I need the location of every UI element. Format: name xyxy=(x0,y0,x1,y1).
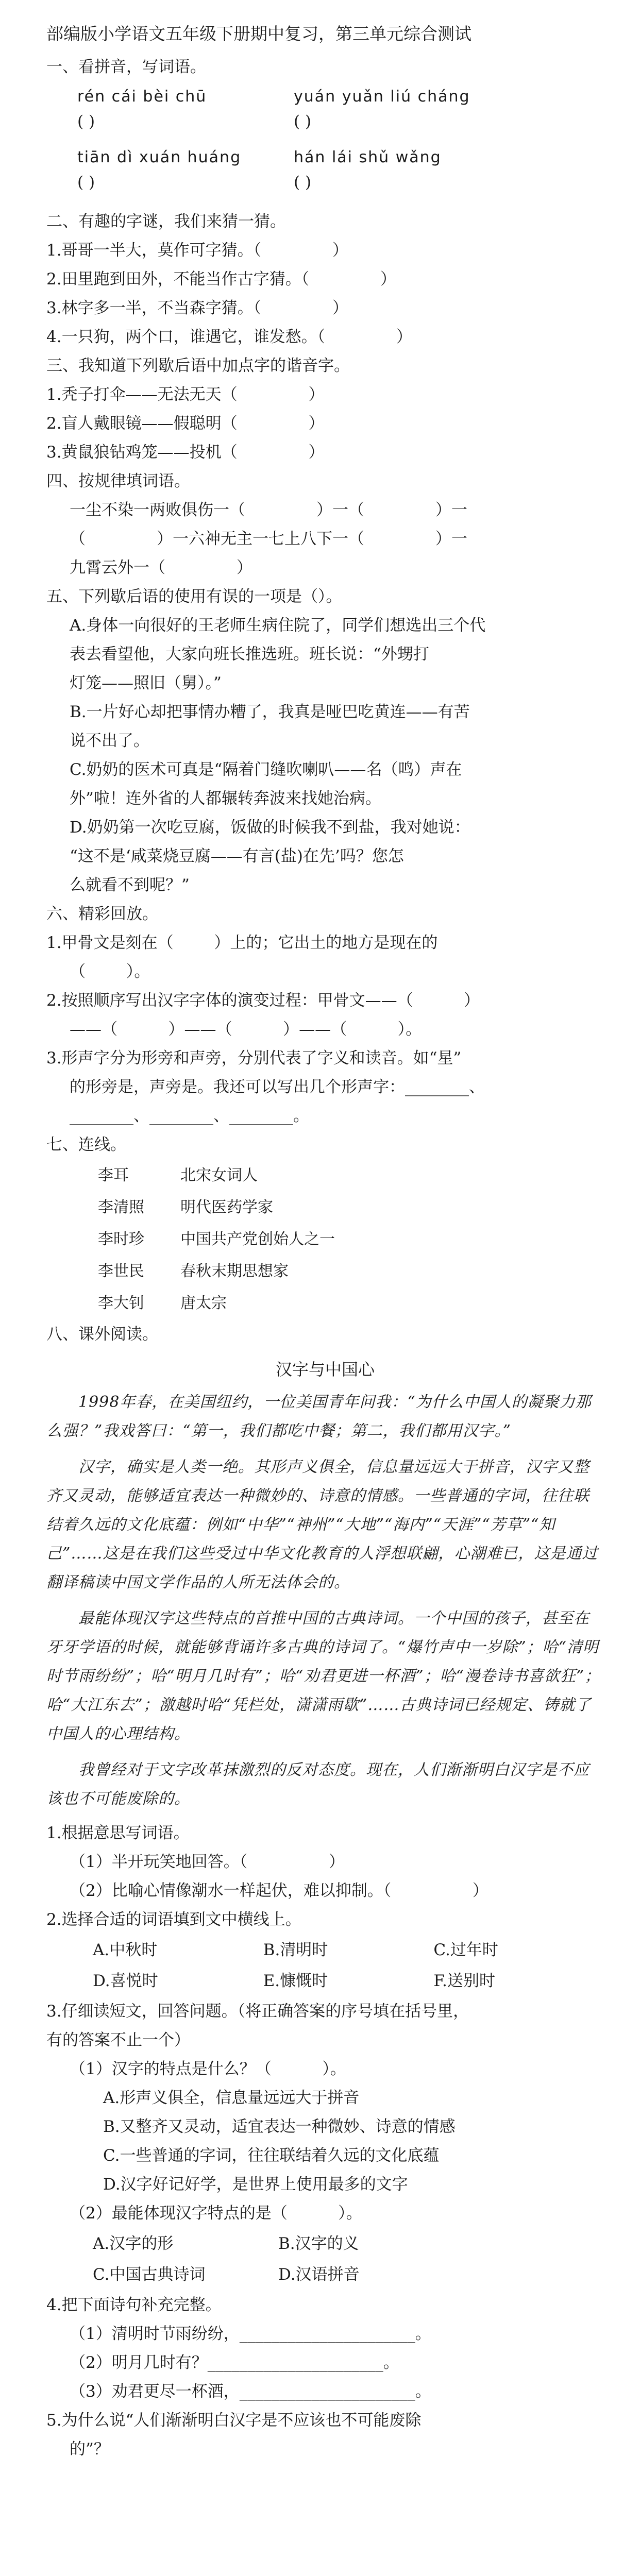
option[interactable]: C.一些普通的字词，往往联结着久远的文化底蕴 xyxy=(103,2146,440,2165)
question-1: 1.根据意思写词语。 xyxy=(46,1824,190,1842)
person-name[interactable]: 李时珍 xyxy=(98,1230,144,1248)
review-line: 2.按照顺序写出汉字字体的演变过程：甲骨文——（ ） xyxy=(46,991,480,1010)
choice-line: B.一片好心却把事情办糟了，我真是哑巴吃黄连——有苦 xyxy=(70,703,470,721)
person-name[interactable]: 李世民 xyxy=(98,1262,144,1280)
pinyin-text: hán lái shǔ wǎng xyxy=(294,148,442,166)
review-line: ——（ ）——（ ）——（ ）。 xyxy=(70,1020,422,1039)
essay-paragraph: 1998年春，在美国纽约，一位美国青年问我：“为什么中国人的凝聚力那么强？”我戏答曰：“第一，我们都吃中餐；第二，我们都用汉字。” xyxy=(46,1393,592,1440)
choice-line: “这不是‘咸菜烧豆腐——有言(盐)在先’吗？您怎 xyxy=(70,847,404,866)
essay-title: 汉字与中国心 xyxy=(275,1360,375,1379)
xiehouyu-line: 2.盲人戴眼镜——假聪明（ ） xyxy=(46,414,325,433)
pattern-line: 一尘不染一两败俱伤一（ ）一（ ）一 xyxy=(70,501,467,519)
choice-line: 说不出了。 xyxy=(70,732,149,750)
section-8-heading: 八、课外阅读。 xyxy=(46,1325,158,1344)
answer-blank[interactable]: ( ) xyxy=(294,173,312,192)
option[interactable]: C.中国古典诗词 xyxy=(93,2265,206,2284)
answer-blank[interactable]: ( ) xyxy=(77,112,95,131)
riddle-line: 4.一只狗，两个口，谁遇它，谁发愁。（ ） xyxy=(46,328,413,346)
person-desc[interactable]: 明代医药学家 xyxy=(180,1198,273,1216)
question-5: 5.为什么说“人们渐渐明白汉字是不应该也不可能废除 xyxy=(46,2411,422,2430)
review-line: 的形旁是，声旁是。我还可以写出几个形声字：________、 xyxy=(70,1078,485,1096)
person-desc[interactable]: 唐太宗 xyxy=(180,1294,227,1312)
choice-line: 外”啦！连外省的人都辗转奔波来找她治病。 xyxy=(70,789,381,808)
choice-line: 灯笼——照旧（舅）。” xyxy=(70,674,222,692)
question-3-cont: 有的答案不止一个） xyxy=(46,2031,190,2049)
matching-list xyxy=(98,1162,604,1317)
question-line: （2）最能体现汉字特点的是（ ）。 xyxy=(70,2204,362,2223)
pinyin-text: rén cái bèi chū xyxy=(77,88,207,106)
answer-blank[interactable]: ( ) xyxy=(294,112,312,131)
xiehouyu-line: 1.秃子打伞——无法无天（ ） xyxy=(46,385,325,404)
option-row xyxy=(93,1937,604,1963)
review-line: ________、________、________。 xyxy=(70,1107,309,1125)
page-title: 部编版小学语文五年级下册期中复习，第三单元综合测试 xyxy=(46,24,471,44)
option[interactable]: D.汉语拼音 xyxy=(278,2265,360,2284)
pinyin-grid xyxy=(77,83,604,205)
review-line: 1.甲骨文是刻在（ ）上的；它出土的地方是现在的 xyxy=(46,934,438,952)
pattern-line: 九霄云外一（ ） xyxy=(70,558,252,577)
choice-line: C.奶奶的医术可真是“隔着门缝吹喇叭——名（鸣）声在 xyxy=(70,760,462,779)
poem-fill-line[interactable]: （3）劝君更尽一杯酒，______________________。 xyxy=(70,2382,431,2401)
question-line: （1）汉字的特点是什么？（ ）。 xyxy=(70,2060,346,2078)
match-row xyxy=(98,1194,604,1221)
option-row xyxy=(93,2262,604,2287)
match-row xyxy=(98,1226,604,1253)
xiehouyu-line: 3.黄鼠狼钻鸡笼——投机（ ） xyxy=(46,443,325,462)
pinyin-item xyxy=(77,146,283,196)
section-7-heading: 七、连线。 xyxy=(46,1136,126,1154)
option-row xyxy=(93,2231,604,2257)
essay-paragraph: 我曾经对于文字改革抹激烈的反对态度。现在，人们渐渐明白汉字是不应该也不可能废除的。 xyxy=(46,1761,590,1808)
choice-line: 么就看不到呢？” xyxy=(70,876,190,894)
option-row xyxy=(93,1968,604,1994)
option[interactable]: A.汉字的形 xyxy=(93,2234,174,2253)
pinyin-item xyxy=(294,146,500,196)
section-1-heading: 一、看拼音，写词语。 xyxy=(46,58,206,76)
section-3-heading: 三、我知道下列歇后语中加点字的谐音字。 xyxy=(46,357,350,375)
section-6-heading: 六、精彩回放。 xyxy=(46,905,158,923)
option[interactable]: C.过年时 xyxy=(433,1941,498,1959)
person-name[interactable]: 李清照 xyxy=(98,1198,144,1216)
question-4: 4.把下面诗句补充完整。 xyxy=(46,2296,222,2314)
option[interactable]: D.汉字好记好学，是世界上使用最多的文字 xyxy=(103,2175,408,2194)
pattern-line: （ ）一六神无主一七上八下一（ ）一 xyxy=(70,530,467,548)
option[interactable]: F.送别时 xyxy=(433,1972,495,1990)
option[interactable]: B.清明时 xyxy=(263,1941,328,1959)
choice-line: D.奶奶第一次吃豆腐，饭做的时候我不到盐，我对她说： xyxy=(70,818,470,837)
question-5-cont: 的”？ xyxy=(70,2440,110,2459)
review-line: 3.形声字分为形旁和声旁，分别代表了字义和读音。如“星” xyxy=(46,1049,462,1067)
question-3: 3.仔细读短文，回答问题。（将正确答案的序号填在括号里， xyxy=(46,2002,469,2021)
person-desc[interactable]: 中国共产党创始人之一 xyxy=(180,1230,335,1248)
match-row xyxy=(98,1162,604,1189)
question-line: （1）半开玩笑地回答。（ ） xyxy=(70,1853,345,1871)
choice-line: A.身体一向很好的王老师生病住院了，同学们想选出三个代 xyxy=(70,616,486,635)
question-2: 2.选择合适的词语填到文中横线上。 xyxy=(46,1910,301,1929)
person-desc[interactable]: 北宋女词人 xyxy=(180,1166,258,1184)
pinyin-item xyxy=(294,86,500,135)
essay-paragraph: 汉字，确实是人类一绝。其形声义俱全，信息量远远大于拼音，汉字又整齐又灵动，能够适宜表达一种微妙的、诗意的情感。一些普通的字词，往往联结着久远的文化底蕴：例如“中华”“神州”“大地”“海内”“天涯”“芳草”“知己”……这是在我们这些受过中华文化教育的人浮想联翩，心潮难已，这是通过翻译稿读中国文学作品的人所无法体会的。 xyxy=(46,1458,598,1591)
essay-body xyxy=(46,1388,604,1814)
match-row xyxy=(98,1258,604,1285)
section-4-heading: 四、按规律填词语。 xyxy=(46,472,190,490)
pinyin-text: yuán yuǎn liú cháng xyxy=(294,88,470,106)
person-name[interactable]: 李大钊 xyxy=(98,1294,144,1312)
review-line: （ ）。 xyxy=(70,962,150,981)
poem-fill-line[interactable]: （2）明月几时有？______________________。 xyxy=(70,2353,399,2372)
essay-paragraph: 最能体现汉字这些特点的首推中国的古典诗词。一个中国的孩子，甚至在牙牙学语的时候，就能够背诵许多古典的诗词了。“爆竹声中一岁除”；哈“清明时节雨纷纷”；哈“明月几时有”；哈“劝君更进一杯酒”；哈“漫卷诗书喜欲狂”；哈“大江东去”；激越时哈“凭栏处，潇潇雨歇”……古典诗词已经规定、铸就了中国人的心理结构。 xyxy=(46,1609,601,1743)
pinyin-text: tiān dì xuán huáng xyxy=(77,148,242,166)
question-line: （2）比喻心情像潮水一样起伏，难以抑制。（ ） xyxy=(70,1882,489,1900)
section-5-heading: 五、下列歇后语的使用有误的一项是（）。 xyxy=(46,587,342,606)
answer-blank[interactable]: ( ) xyxy=(77,173,95,192)
option[interactable]: B.汉字的义 xyxy=(278,2234,359,2253)
option[interactable]: A.中秋时 xyxy=(93,1941,158,1959)
person-desc[interactable]: 春秋末期思想家 xyxy=(180,1262,289,1280)
riddle-line: 3.林字多一半，不当森字猜。（ ） xyxy=(46,299,349,317)
riddle-line: 1.哥哥一半大，莫作可字猜。（ ） xyxy=(46,241,349,260)
option[interactable]: D.喜悦时 xyxy=(93,1972,158,1990)
poem-fill-line[interactable]: （1）清明时节雨纷纷，______________________。 xyxy=(70,2325,431,2343)
riddle-line: 2.田里跑到田外，不能当作古字猜。（ ） xyxy=(46,270,397,289)
choice-line: 表去看望他，大家向班长推选班。班长说：“外甥打 xyxy=(70,645,429,664)
option[interactable]: A.形声义俱全，信息量远远大于拼音 xyxy=(103,2089,360,2107)
match-row xyxy=(98,1290,604,1317)
option[interactable]: E.慷慨时 xyxy=(263,1972,328,1990)
person-name[interactable]: 李耳 xyxy=(98,1166,129,1184)
option[interactable]: B.又整齐又灵动，适宜表达一种微妙、诗意的情感 xyxy=(103,2117,456,2136)
pinyin-item xyxy=(77,86,283,135)
section-2-heading: 二、有趣的字谜，我们来猜一猜。 xyxy=(46,212,286,231)
